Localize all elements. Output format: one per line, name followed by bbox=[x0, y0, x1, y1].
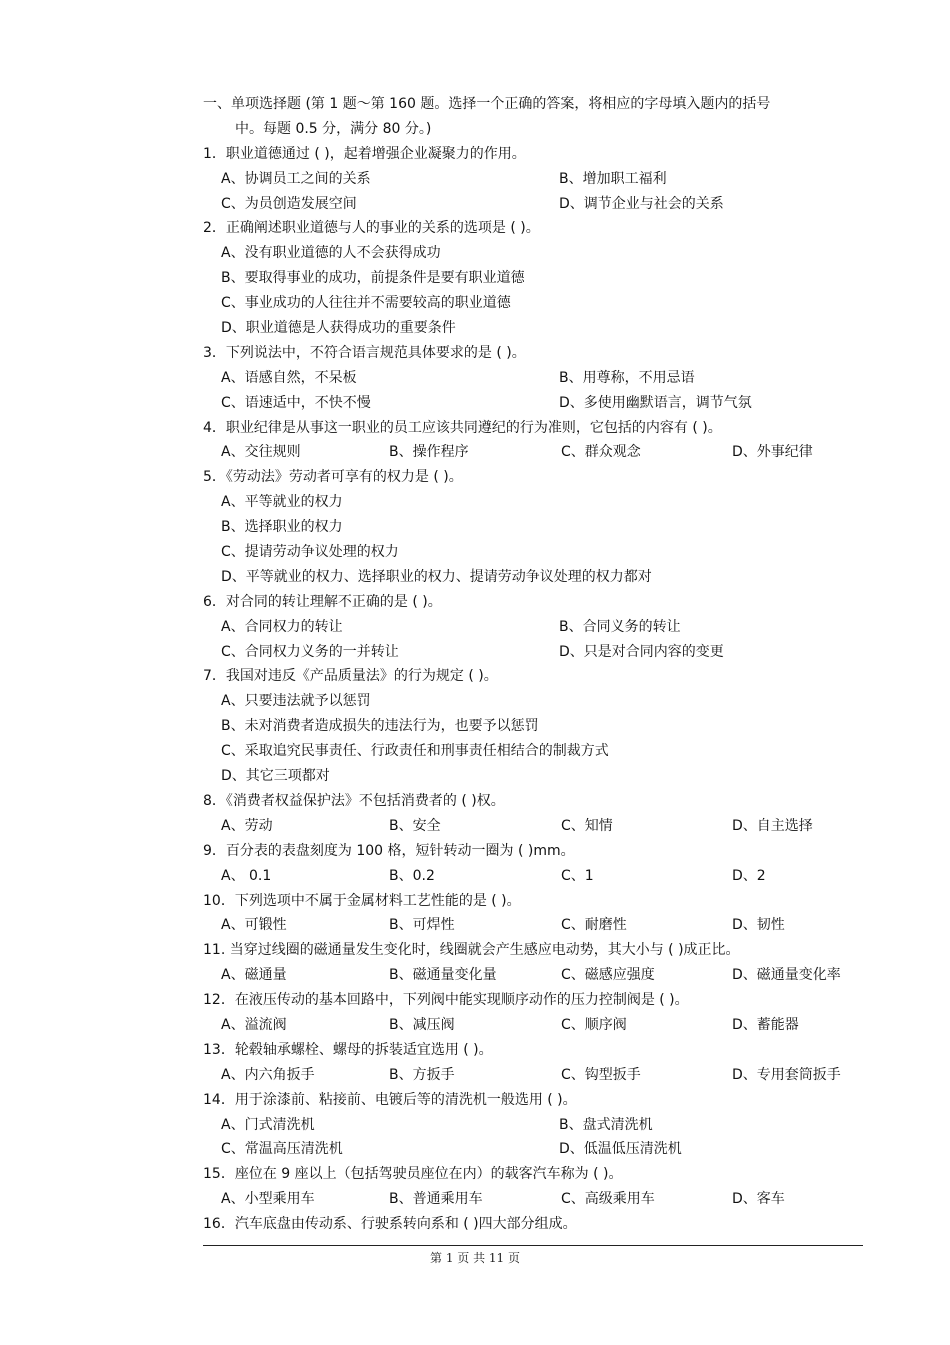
answer-option-row bbox=[203, 1137, 863, 1162]
answer-option: A、只要违法就予以惩罚 bbox=[221, 693, 371, 710]
question-stem: 14．用于涂漆前、粘接前、电镀后等的清洗机一般选用 ( )。 bbox=[203, 1091, 577, 1108]
answer-option-row bbox=[203, 864, 863, 889]
answer-option: A、可锻性 bbox=[221, 917, 287, 934]
answer-option-row bbox=[203, 440, 863, 465]
answer-option: D、韧性 bbox=[732, 917, 785, 934]
answer-option: A、合同权力的转让 bbox=[221, 618, 343, 635]
answer-option: B、安全 bbox=[389, 817, 441, 834]
question-stem: 2．正确阐述职业道德与人的事业的关系的选项是 ( )。 bbox=[203, 220, 540, 237]
answer-option-row bbox=[203, 963, 863, 988]
answer-option: A、溢流阀 bbox=[221, 1016, 287, 1033]
answer-option: A、劳动 bbox=[221, 817, 273, 834]
answer-option: A、磁通量 bbox=[221, 967, 287, 984]
answer-option-row bbox=[203, 167, 863, 192]
answer-option: C、1 bbox=[561, 867, 594, 884]
answer-option: C、群众观念 bbox=[561, 444, 641, 461]
answer-option: A、语感自然，不呆板 bbox=[221, 369, 357, 386]
answer-option: B、合同义务的转让 bbox=[559, 618, 681, 635]
answer-option: C、采取追究民事责任、行政责任和刑事责任相结合的制裁方式 bbox=[221, 743, 609, 760]
question-stem: 8．《消费者权益保护法》不包括消费者的 ( )权。 bbox=[203, 792, 505, 809]
answer-option: D、职业道德是人获得成功的重要条件 bbox=[221, 320, 456, 337]
question-stem: 15．座位在 9 座以上（包括驾驶员座位在内）的载客汽车称为 ( )。 bbox=[203, 1166, 623, 1183]
answer-option: B、要取得事业的成功，前提条件是要有职业道德 bbox=[221, 270, 525, 287]
answer-option: A、没有职业道德的人不会获得成功 bbox=[221, 245, 441, 262]
page-footer: 第 1 页 共 11 页 bbox=[430, 1251, 520, 1265]
question-stem: 9．百分表的表盘刻度为 100 格，短针转动一圈为 ( )mm。 bbox=[203, 842, 575, 859]
answer-option: B、减压阀 bbox=[389, 1016, 455, 1033]
answer-option-row bbox=[203, 1187, 863, 1212]
answer-option: A、 0.1 bbox=[221, 867, 272, 884]
answer-option: C、磁感应强度 bbox=[561, 967, 655, 984]
answer-option: A、内六角扳手 bbox=[221, 1066, 315, 1083]
answer-option-row bbox=[203, 1113, 863, 1138]
answer-option: D、蓄能器 bbox=[732, 1016, 799, 1033]
section-heading-line-1: 一、单项选择题 (第 1 题～第 160 题。选择一个正确的答案，将相应的字母填入题内的括号 bbox=[203, 96, 771, 112]
answer-option: C、知情 bbox=[561, 817, 613, 834]
answer-option: B、盘式清洗机 bbox=[559, 1116, 653, 1133]
answer-option: C、耐磨性 bbox=[561, 917, 627, 934]
question-stem: 13．轮毂轴承螺栓、螺母的拆装适宜选用 ( )。 bbox=[203, 1041, 493, 1058]
answer-option: B、选择职业的权力 bbox=[221, 519, 343, 536]
answer-option: D、多使用幽默语言，调节气氛 bbox=[559, 394, 752, 411]
answer-option: B、未对消费者造成损失的违法行为，也要予以惩罚 bbox=[221, 718, 539, 735]
answer-option-row bbox=[203, 366, 863, 391]
answer-option: A、小型乘用车 bbox=[221, 1191, 315, 1208]
answer-option: D、只是对合同内容的变更 bbox=[559, 643, 724, 660]
answer-option: B、可焊性 bbox=[389, 917, 455, 934]
answer-option: D、低温低压清洗机 bbox=[559, 1141, 682, 1158]
answer-option: B、用尊称，不用忌语 bbox=[559, 369, 695, 386]
answer-option: D、平等就业的权力、选择职业的权力、提请劳动争议处理的权力都对 bbox=[221, 568, 652, 585]
question-stem: 16．汽车底盘由传动系、行驶系转向系和 ( )四大部分组成。 bbox=[203, 1216, 577, 1233]
answer-option: D、2 bbox=[732, 867, 766, 884]
answer-option: C、常温高压清洗机 bbox=[221, 1141, 343, 1158]
answer-option: C、钩型扳手 bbox=[561, 1066, 641, 1083]
question-stem: 7．我国对违反《产品质量法》的行为规定 ( )。 bbox=[203, 668, 498, 685]
answer-option: A、平等就业的权力 bbox=[221, 494, 343, 511]
answer-option-row bbox=[203, 1063, 863, 1088]
footer-divider bbox=[203, 1245, 863, 1246]
answer-option: C、合同权力义务的一并转让 bbox=[221, 643, 399, 660]
answer-option: C、提请劳动争议处理的权力 bbox=[221, 544, 399, 561]
question-stem: 10．下列选项中不属于金属材料工艺性能的是 ( )。 bbox=[203, 892, 521, 909]
answer-option-row bbox=[203, 192, 863, 217]
question-stem: 1．职业道德通过 ( )，起着增强企业凝聚力的作用。 bbox=[203, 145, 526, 162]
answer-option: C、语速适中，不快不慢 bbox=[221, 394, 371, 411]
answer-option: B、磁通量变化量 bbox=[389, 967, 497, 984]
answer-option: C、为员创造发展空间 bbox=[221, 195, 357, 212]
answer-option: B、方扳手 bbox=[389, 1066, 455, 1083]
answer-option-row bbox=[203, 814, 863, 839]
question-stem: 5．《劳动法》劳动者可享有的权力是 ( )。 bbox=[203, 469, 463, 486]
answer-option: B、普通乘用车 bbox=[389, 1191, 483, 1208]
answer-option: D、自主选择 bbox=[732, 817, 813, 834]
answer-option: D、其它三项都对 bbox=[221, 768, 330, 785]
answer-option-row bbox=[203, 1013, 863, 1038]
question-stem: 3．下列说法中，不符合语言规范具体要求的是 ( )。 bbox=[203, 344, 526, 361]
answer-option: A、门式清洗机 bbox=[221, 1116, 315, 1133]
answer-option: C、高级乘用车 bbox=[561, 1191, 655, 1208]
answer-option: B、操作程序 bbox=[389, 444, 469, 461]
answer-option: D、磁通量变化率 bbox=[732, 967, 841, 984]
question-stem: 11. 当穿过线圈的磁通量发生变化时，线圈就会产生感应电动势，其大小与 ( )成正比。 bbox=[203, 942, 740, 959]
answer-option: D、调节企业与社会的关系 bbox=[559, 195, 724, 212]
answer-option: B、0.2 bbox=[389, 867, 435, 884]
question-stem: 4．职业纪律是从事这一职业的员工应该共同遵纪的行为准则，它包括的内容有 ( )。 bbox=[203, 419, 722, 436]
answer-option: C、顺序阀 bbox=[561, 1016, 627, 1033]
answer-option: D、专用套筒扳手 bbox=[732, 1066, 841, 1083]
question-stem: 6．对合同的转让理解不正确的是 ( )。 bbox=[203, 593, 442, 610]
answer-option: D、客车 bbox=[732, 1191, 785, 1208]
answer-option: A、协调员工之间的关系 bbox=[221, 170, 371, 187]
answer-option: D、外事纪律 bbox=[732, 444, 813, 461]
answer-option: A、交往规则 bbox=[221, 444, 301, 461]
answer-option-row bbox=[203, 640, 863, 665]
question-list bbox=[203, 92, 863, 1237]
question-stem: 12．在液压传动的基本回路中，下列阀中能实现顺序动作的压力控制阀是 ( )。 bbox=[203, 992, 689, 1009]
answer-option: B、增加职工福利 bbox=[559, 170, 667, 187]
answer-option-row bbox=[203, 391, 863, 416]
answer-option: C、事业成功的人往往并不需要较高的职业道德 bbox=[221, 295, 511, 312]
section-heading-line-2: 中。每题 0.5 分，满分 80 分。) bbox=[235, 120, 432, 137]
answer-option-row bbox=[203, 913, 863, 938]
answer-option-row bbox=[203, 615, 863, 640]
